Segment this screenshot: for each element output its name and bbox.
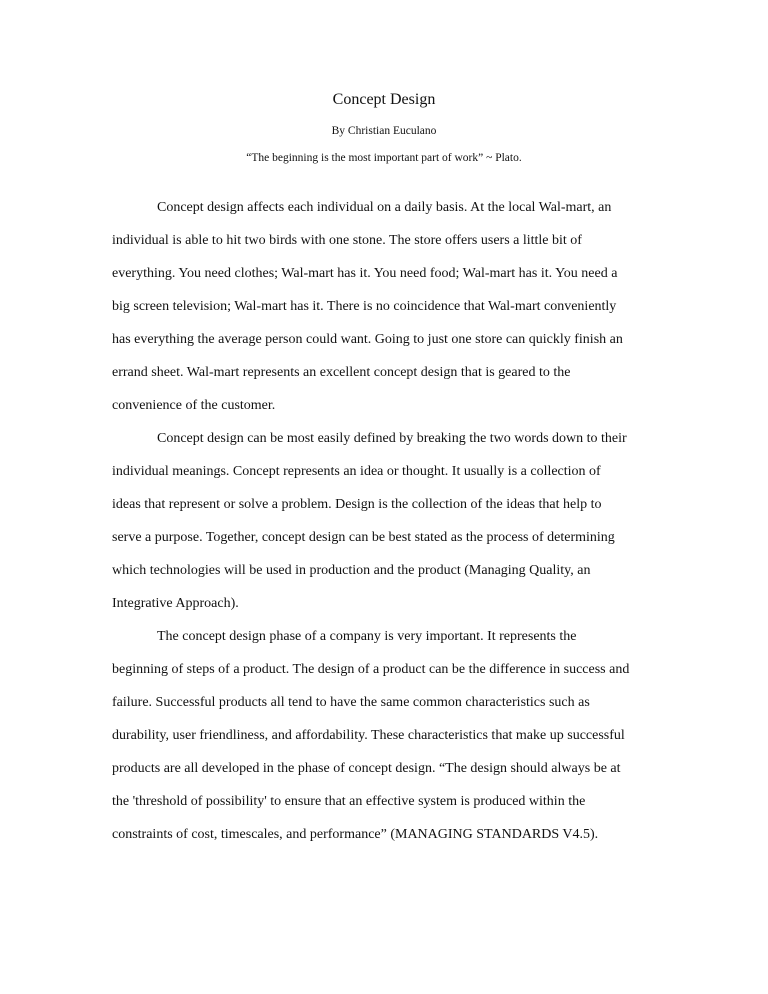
paragraph-line: Concept design can be most easily defined by breaking the two words down to their [157,431,627,446]
paragraph-line: individual is able to hit two birds with one stone. The store offers users a little bit of [112,233,582,248]
paragraph-3 [112,625,660,856]
paragraph-line: durability, user friendliness, and affordability. These characteristics that make up successful [112,728,625,743]
document-author: By Christian Euculano [331,125,437,137]
paragraph-line: serve a purpose. Together, concept design can be best stated as the process of determining [112,530,615,545]
paragraph-line: Concept design affects each individual on a daily basis. At the local Wal-mart, an [157,200,612,215]
document-title: Concept Design [332,91,436,108]
paragraph-line: individual meanings. Concept represents an idea or thought. It usually is a collection of [112,464,601,479]
paragraph-line: convenience of the customer. [112,398,276,413]
paragraph-line: big screen television; Wal-mart has it. There is no coincidence that Wal-mart conveniently [112,299,617,314]
paragraph-1 [112,196,660,427]
document-body [112,196,660,856]
paragraph-line: ideas that represent or solve a problem. Design is the collection of the ideas that help to [112,497,602,512]
paragraph-line: errand sheet. Wal-mart represents an excellent concept design that is geared to the [112,365,571,380]
paragraph-line: constraints of cost, timescales, and performance” (MANAGING STANDARDS V4.5). [112,827,599,842]
paragraph-line: failure. Successful products all tend to have the same common characteristics such as [112,695,590,710]
paragraph-line: beginning of steps of a product. The design of a product can be the difference in success and [112,662,630,677]
paragraph-line: has everything the average person could want. Going to just one store can quickly finish an [112,332,623,347]
document-epigraph: “The beginning is the most important part of work” ~ Plato. [246,152,522,164]
paragraph-line: the 'threshold of possibility' to ensure that an effective system is produced within the [112,794,586,809]
paragraph-line: Integrative Approach). [112,596,239,611]
paragraph-line: everything. You need clothes; Wal-mart has it. You need food; Wal-mart has it. You need a [112,266,618,281]
paragraph-line: The concept design phase of a company is very important. It represents the [157,629,577,644]
paragraph-line: products are all developed in the phase of concept design. “The design should always be at [112,761,621,776]
paragraph-line: which technologies will be used in production and the product (Managing Quality, an [112,563,591,578]
paragraph-2 [112,427,660,625]
